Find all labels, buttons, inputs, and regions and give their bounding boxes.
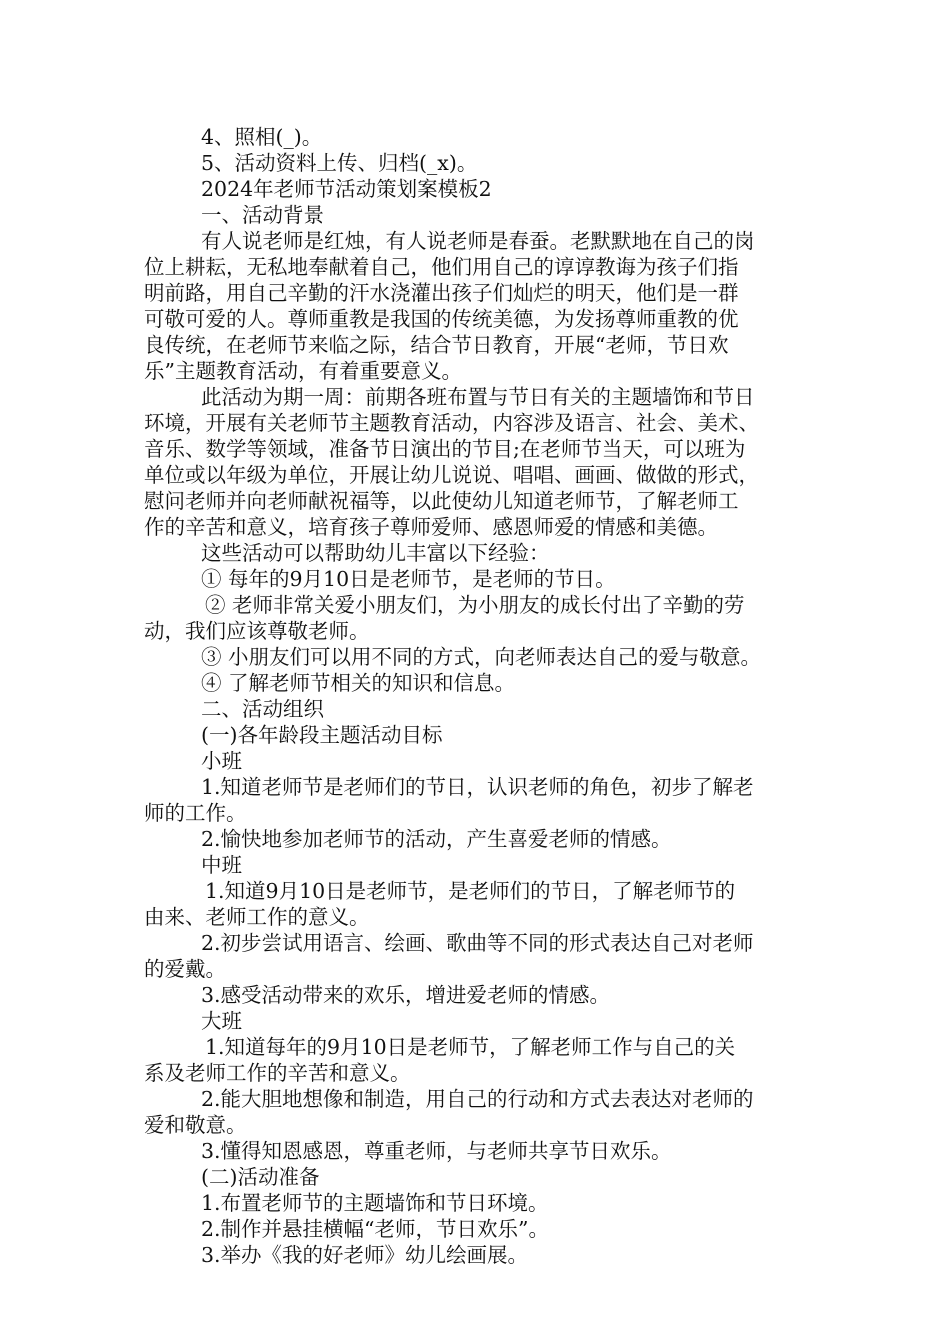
list-item: 2.初步尝试用语言、绘画、歌曲等不同的形式表达自己对老师 (201, 931, 754, 955)
list-item: 3.懂得知恩感恩，尊重老师，与老师共享节日欢乐。 (201, 1139, 672, 1163)
list-item: 的爱戴。 (144, 957, 226, 981)
paragraph-line: 明前路，用自己辛勤的汗水浇灌出孩子们灿烂的明天，他们是一群 (144, 281, 739, 305)
paragraph-line: 良传统，在老师节来临之际，结合节日教育，开展“老师，节日欢 (144, 333, 729, 357)
text-line: 4、照相(_)。 (201, 125, 323, 149)
list-item: 1.知道老师节是老师们的节日，认识老师的角色，初步了解老 (201, 775, 754, 799)
list-item: 由来、老师工作的意义。 (144, 905, 370, 929)
list-item: 师的工作。 (144, 801, 247, 825)
list-item: 3.举办《我的好老师》幼儿绘画展。 (201, 1243, 529, 1267)
section-title: 2024年老师节活动策划案模板2 (201, 177, 492, 201)
list-item: ① 每年的9月10日是老师节，是老师的节日。 (201, 567, 616, 591)
paragraph-line: 乐”主题教育活动，有着重要意义。 (144, 359, 462, 383)
list-item: ② 老师非常关爱小朋友们，为小朋友的成长付出了辛勤的劳 (205, 593, 745, 617)
list-item: 1.知道9月10日是老师节，是老师们的节日，了解老师节的 (205, 879, 736, 903)
heading: 二、活动组织 (201, 697, 324, 721)
subheading: (一)各年龄段主题活动目标 (201, 723, 443, 747)
list-item: 2.制作并悬挂横幅“老师，节日欢乐”。 (201, 1217, 550, 1241)
paragraph-line: 音乐、数学等领域，准备节日演出的节目;在老师节当天，可以班为 (144, 437, 746, 461)
list-item: ④ 了解老师节相关的知识和信息。 (201, 671, 516, 695)
list-item: 爱和敬意。 (144, 1113, 247, 1137)
paragraph-line: 这些活动可以帮助幼儿丰富以下经验： (201, 541, 550, 565)
subheading: 大班 (201, 1009, 242, 1033)
list-item: 系及老师工作的辛苦和意义。 (144, 1061, 411, 1085)
subheading: (二)活动准备 (201, 1165, 320, 1189)
list-item: ③ 小朋友们可以用不同的方式，向老师表达自己的爱与敬意。 (201, 645, 762, 669)
text-line: 5、活动资料上传、归档(_x)。 (201, 151, 478, 175)
list-item: 1.布置老师节的主题墙饰和节日环境。 (201, 1191, 549, 1215)
list-item: 动，我们应该尊敬老师。 (144, 619, 370, 643)
heading: 一、活动背景 (201, 203, 324, 227)
paragraph-line: 有人说老师是红烛，有人说老师是春蚕。老默默地在自己的岗 (201, 229, 755, 253)
paragraph-line: 可敬可爱的人。尊师重教是我国的传统美德，为发扬尊师重教的优 (144, 307, 739, 331)
paragraph-line: 单位或以年级为单位，开展让幼儿说说、唱唱、画画、做做的形式， (144, 463, 759, 487)
paragraph-line: 此活动为期一周：前期各班布置与节日有关的主题墙饰和节日 (201, 385, 755, 409)
list-item: 2.愉快地参加老师节的活动，产生喜爱老师的情感。 (201, 827, 672, 851)
list-item: 3.感受活动带来的欢乐，增进爱老师的情感。 (201, 983, 611, 1007)
paragraph-line: 环境，开展有关老师节主题教育活动，内容涉及语言、社会、美术、 (144, 411, 759, 435)
subheading: 小班 (201, 749, 242, 773)
paragraph-line: 作的辛苦和意义，培育孩子尊师爱师、感恩师爱的情感和美德。 (144, 515, 718, 539)
subheading: 中班 (201, 853, 242, 877)
paragraph-line: 慰问老师并向老师献祝福等，以此使幼儿知道老师节，了解老师工 (144, 489, 739, 513)
list-item: 1.知道每年的9月10日是老师节，了解老师工作与自己的关 (205, 1035, 736, 1059)
list-item: 2.能大胆地想像和制造，用自己的行动和方式去表达对老师的 (201, 1087, 754, 1111)
paragraph-line: 位上耕耘，无私地奉献着自己，他们用自己的谆谆教诲为孩子们指 (144, 255, 739, 279)
